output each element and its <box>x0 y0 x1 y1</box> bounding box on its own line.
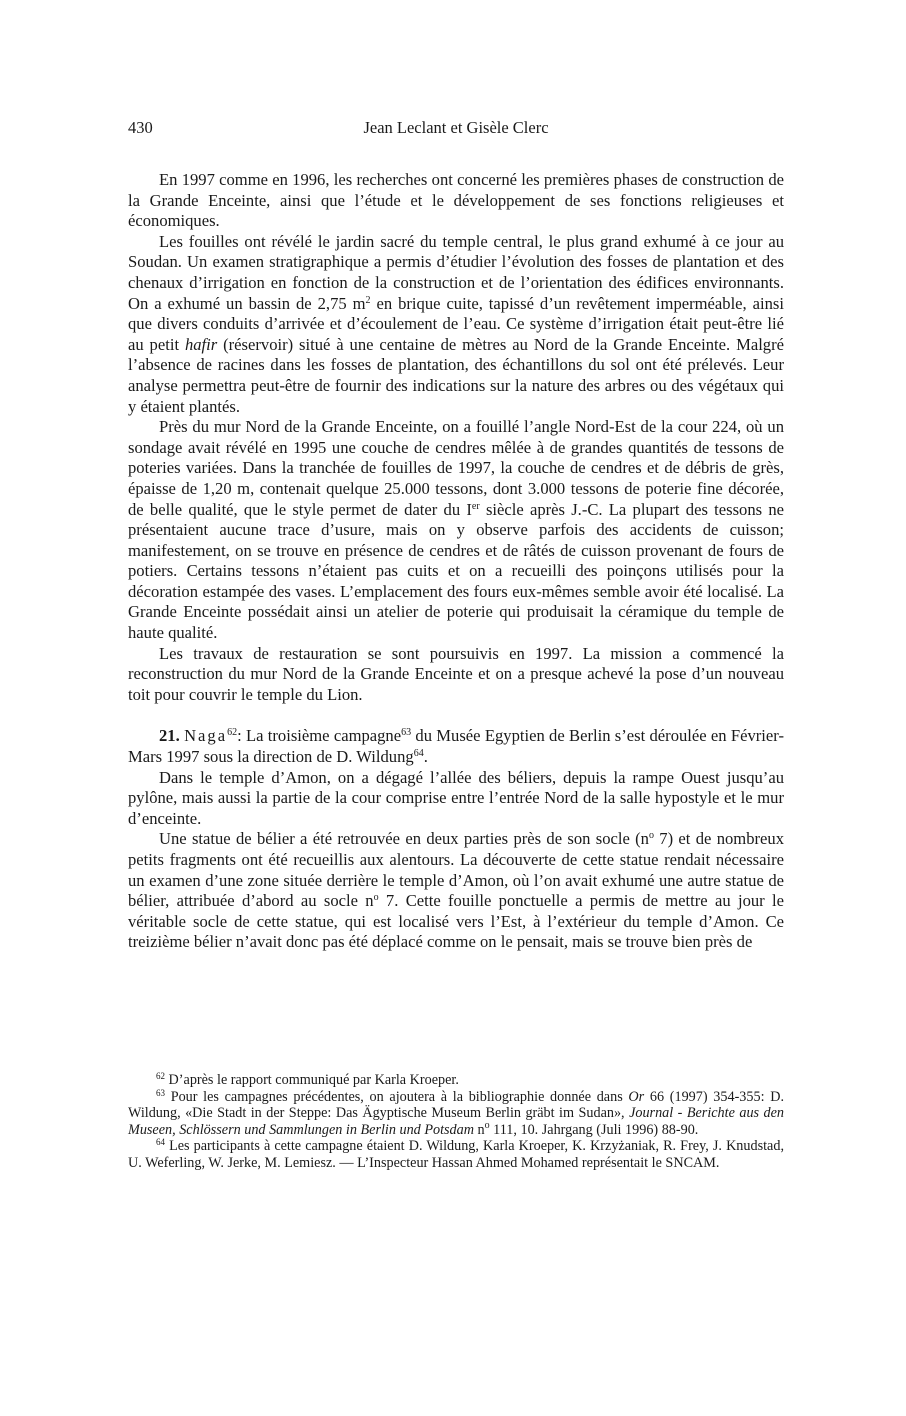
footnote-text: n <box>473 1121 485 1138</box>
footnote-ref[interactable]: 64 <box>413 748 424 760</box>
superscript: o <box>484 1119 490 1131</box>
footnotes <box>128 1072 784 1172</box>
paragraph-text: Les travaux de restauration se sont poursuivis en 1997. La mission a commencé la reconstruction du mur Nord de la Grande Enceinte et on a presque achevé la pose d’un nouveau toit pour couvrir le temple du Lion. <box>128 643 784 704</box>
page-number: 430 <box>128 118 153 137</box>
main-text <box>128 170 784 953</box>
paragraph-text: 7) et de nombreux petits fragments ont été recueillis aux alentours. La découverte de cette statue rendait nécessaire un examen d’une zone située derrière le temple d’Amon, où l’on avait exhumé une autre statue de bélier, attribuée d’abord au socle n <box>128 829 784 911</box>
footnote-text: Pour les campagnes précédentes, on ajoutera à la bibliographie donnée dans <box>165 1088 629 1105</box>
superscript: o <box>648 830 654 842</box>
paragraph-text: : La troisième campagne <box>237 726 402 746</box>
superscript: o <box>373 892 379 904</box>
paragraph-grande-enceinte-intro <box>128 170 784 232</box>
footnote-text: 111, 10. Jahrgang (Juli 1996) 88-90. <box>489 1121 699 1138</box>
footnote-number: 64 <box>156 1137 165 1148</box>
footnote-number: 63 <box>156 1087 165 1098</box>
paragraph-text: siècle après J.-C. La plupart des tessons ne présentaient aucune trace d’usure, mais on y observe parfois des accidents de cuisson; manifestement, on se trouve en présence de cendres et de râtés de cuisson provenant de fours de potiers. Certains tessons n’étaient pas cuits et on a recueilli des poinçons utilisés pour la décoration estampée des vases. L’emplacement des fours eux-mêmes semble avoir été localisé. La Grande Enceinte possédait ainsi un atelier de poterie qui produisait la céramique du temple de haute qualité. <box>128 499 784 643</box>
running-title: Jean Leclant et Gisèle Clerc <box>363 118 549 137</box>
footnote-text: Les participants à cette campagne étaient D. Wildung, Karla Kroeper, K. Krzyżaniak, R. Frey, J. Knudstad, U. Weferling, W. Jerke, M. Lemiesz. — L’Inspecteur Hassan Ahmed Mohamed représentait le SNCAM. <box>128 1138 784 1171</box>
paragraph-text: en brique cuite, tapissé d’un revêtement imperméable, ainsi que divers conduits d’arrivée et d’écoulement de l’eau. Ce système d’irrigation était peut-être lié au petit <box>128 293 784 354</box>
paragraph-jardin-sacre <box>128 232 784 417</box>
paragraph-statue-belier <box>128 829 784 953</box>
journal-abbrev: Or <box>628 1088 645 1105</box>
footnote-62 <box>128 1072 784 1089</box>
paragraph-text: . <box>423 747 428 767</box>
footnote-text: D’après le rapport communiqué par Karla Kroeper. <box>165 1072 459 1088</box>
paragraph-text: En 1997 comme en 1996, les recherches ont concerné les premières phases de construction de la Grande Enceinte, ainsi que l’étude et le développement de ses fonctions religieuses et économiques. <box>128 170 784 231</box>
footnote-ref[interactable]: 62 <box>227 727 238 739</box>
italic-term: hafir <box>184 334 218 354</box>
site-name: Naga <box>184 726 228 746</box>
paragraph-temple-amon <box>128 768 784 830</box>
paragraph-cour-224 <box>128 417 784 644</box>
superscript: 2 <box>365 294 371 306</box>
paragraph-text: du Musée Egyptien de Berlin s’est déroulée en Février-Mars 1997 sous la direction de D. Wildung <box>128 726 785 767</box>
paragraph-text: Dans le temple d’Amon, on a dégagé l’allée des béliers, depuis la rampe Ouest jusqu’au pylône, mais aussi la partie de la cour comprise entre l’entrée Nord de la salle hypostyle et le mur d’enceinte. <box>128 767 784 828</box>
section-gap <box>128 705 784 726</box>
paragraph-text: Près du mur Nord de la Grande Enceinte, on a fouillé l’angle Nord-Est de la cour 224, où un sondage avait révélé en 1995 une couche de cendres mêlée à de grandes quantités de tessons de poteries variées. Dans la tranchée de fouilles de 1997, la couche de cendres et de débris de grès, épaisse de 1,20 m, contenait quelque 25.000 tessons, dont 3.000 tessons de poterie fine décorée, de belle qualité, que le style permet de dater du I <box>128 417 784 519</box>
paragraph-text: Les fouilles ont révélé le jardin sacré du temple central, le plus grand exhumé à ce jour au Soudan. Un examen stratigraphique a permis d’étudier l’évolution des fosses de plantation et des chenaux d’irrigation en fonction de la construction et de l’orientation des édifices environnants. On a exhumé un bassin de 2,75 m <box>128 231 784 313</box>
section-number: 21. <box>159 726 180 746</box>
footnote-text: 66 (1997) 354-355: D. Wildung, «Die Stadt in der Steppe: Das Ägyptische Museum Berlin gräbt im Sudan», <box>128 1088 784 1122</box>
paragraph-text: Une statue de bélier a été retrouvée en deux parties près de son socle (n <box>159 829 649 849</box>
superscript: er <box>471 500 480 512</box>
paragraph-text: (réservoir) situé à une centaine de mètres au Nord de la Grande Enceinte. Malgré l’absence de racines dans les fosses de plantation, des échantillons du sol ont été prélevés. Leur analyse permettra peut-être de fournir des indications sur la nature des arbres ou des végétaux qui y étaient plantés. <box>128 334 784 416</box>
footnote-number: 62 <box>156 1071 165 1081</box>
paragraph-restauration <box>128 644 784 706</box>
paragraph-naga-intro <box>128 726 784 767</box>
footnote-63 <box>128 1089 784 1139</box>
footnote-64 <box>128 1138 784 1171</box>
page-header <box>128 118 784 142</box>
footnote-ref[interactable]: 63 <box>401 727 412 739</box>
paragraph-text: 7. Cette fouille ponctuelle a permis de mettre au jour le véritable socle de cette statue, qui est localisé vers l’Est, à l’extérieur du temple d’Amon. Ce treizième bélier n’avait donc pas été déplacé comme on le pensait, mais se trouve bien près de <box>128 891 784 952</box>
journal-title: Journal - Berichte aus den Museen, Schlössern und Sammlungen in Berlin und Potsdam <box>128 1105 784 1138</box>
